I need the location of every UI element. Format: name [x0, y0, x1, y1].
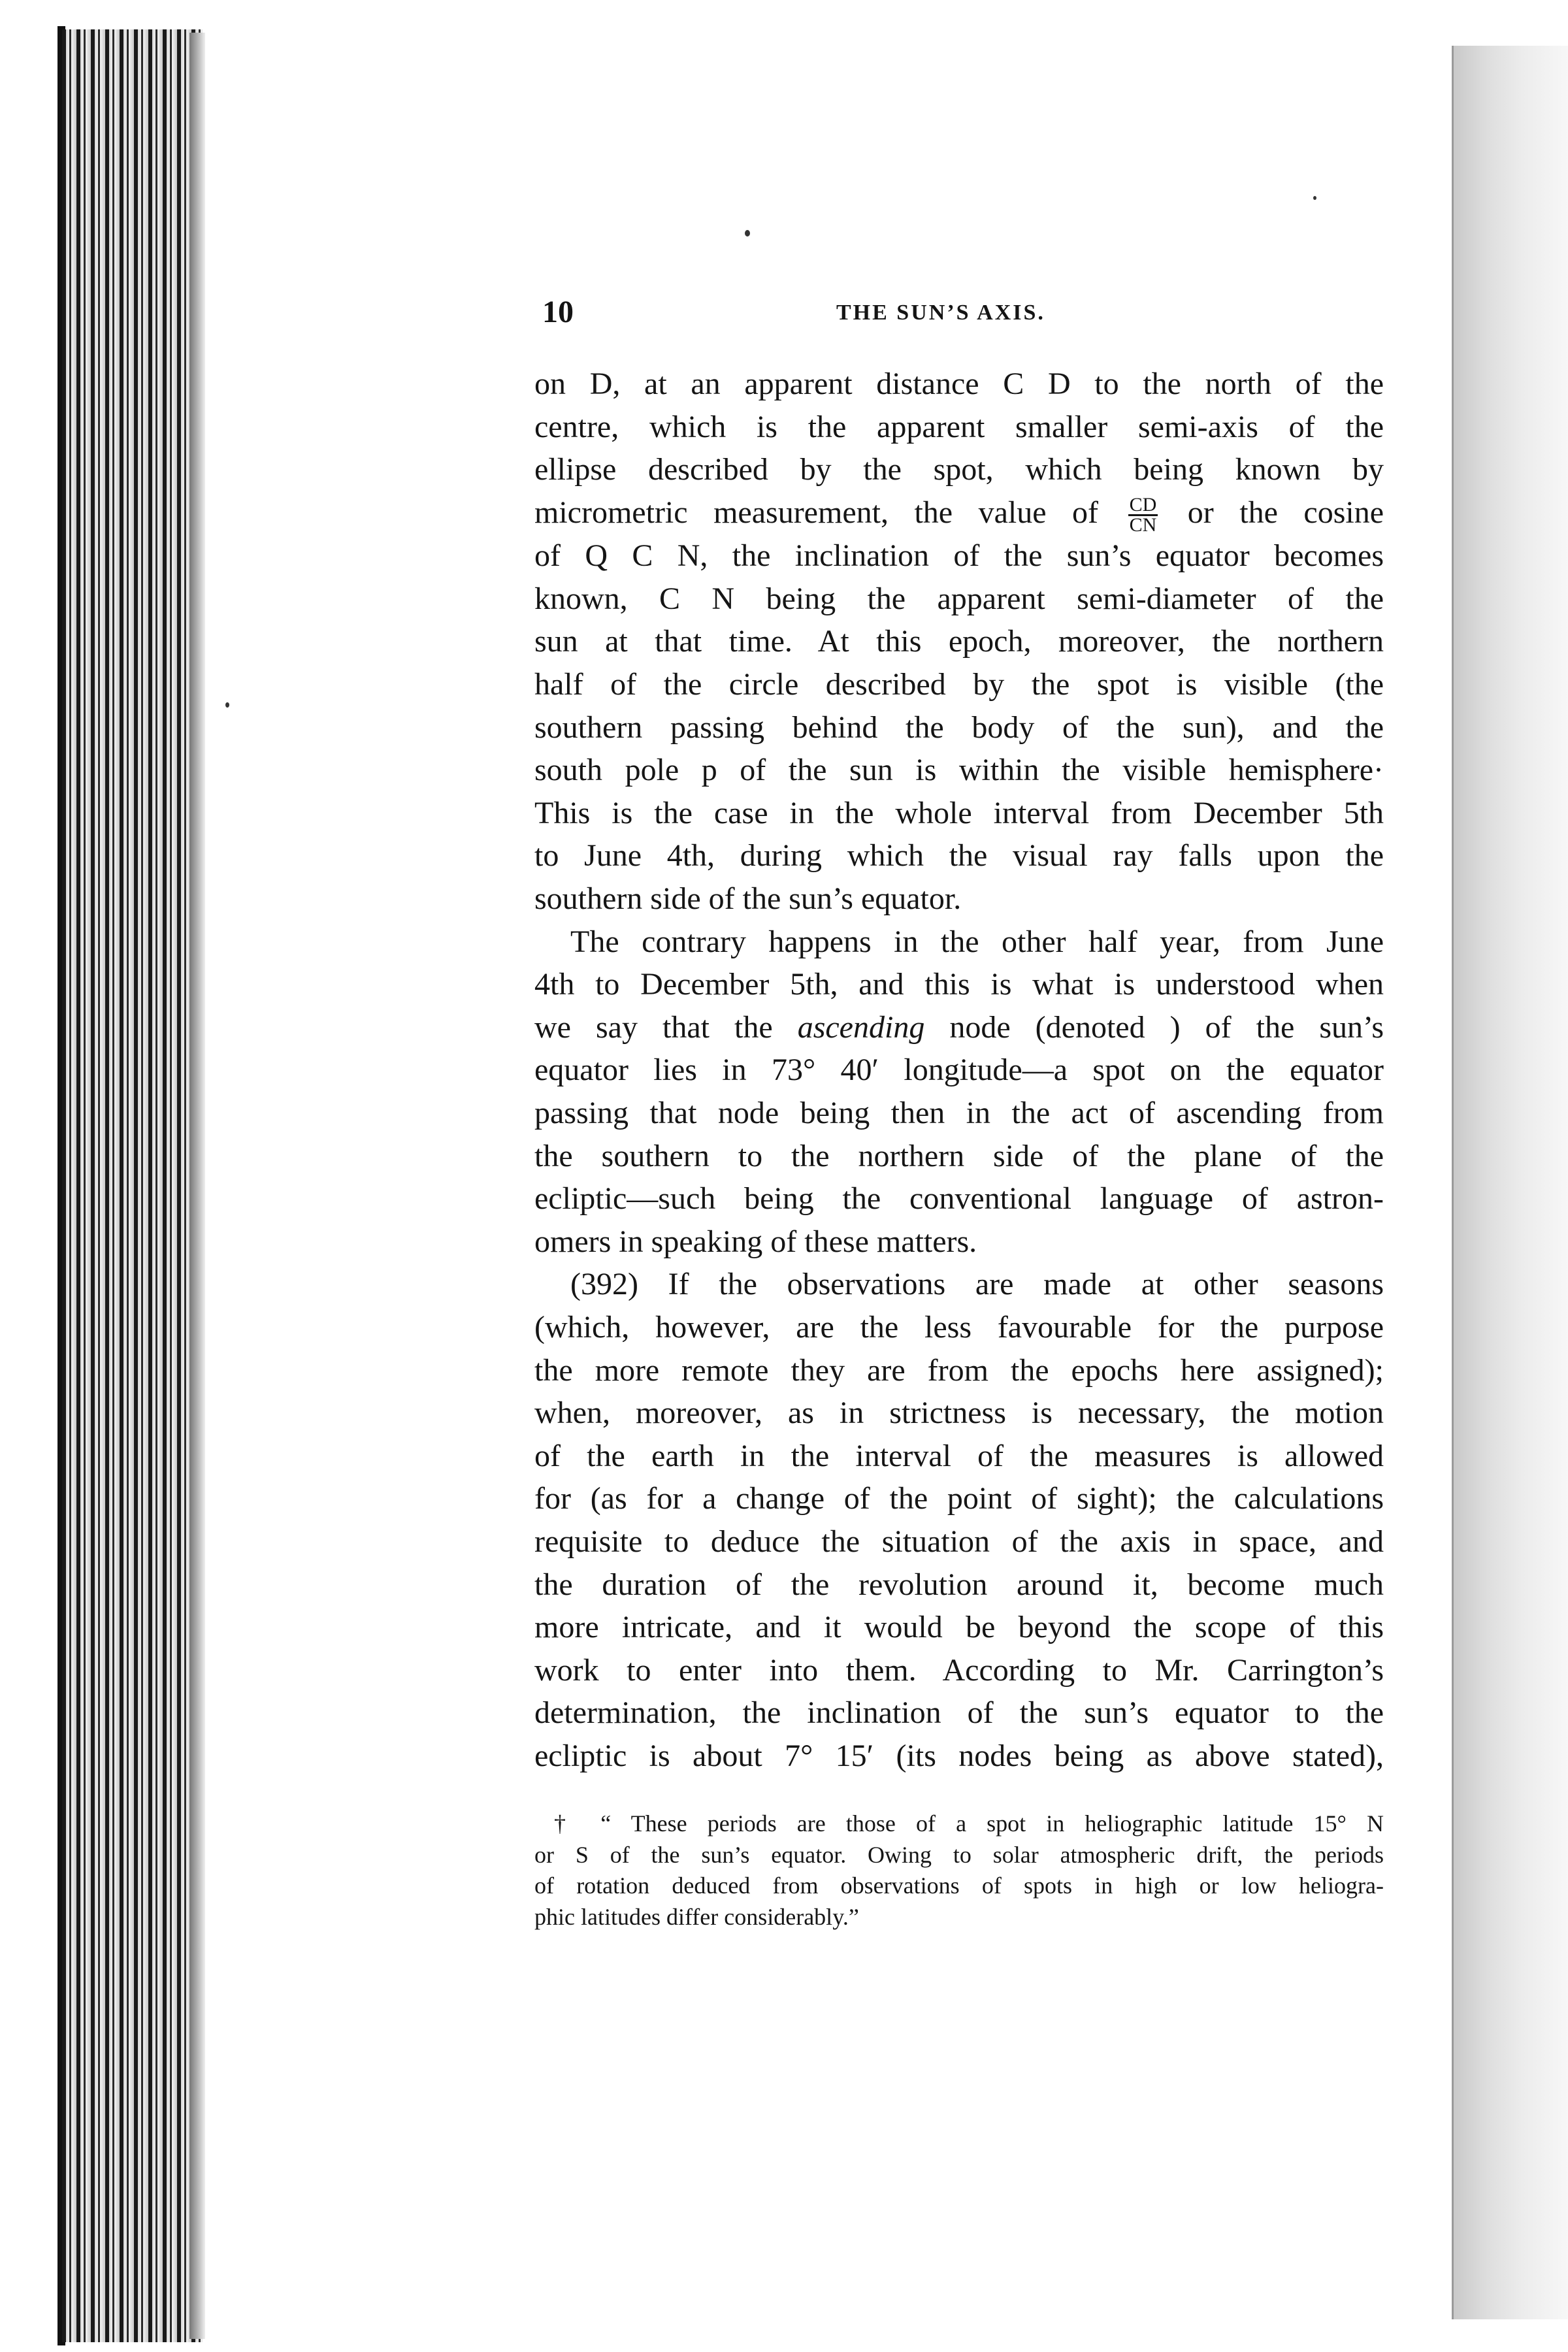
page-gutter	[189, 33, 205, 2339]
text-line: (392) If the observations are made at other seasons	[570, 1267, 1384, 1302]
text-line	[534, 491, 1384, 534]
fraction-numerator: CD	[1129, 494, 1157, 516]
paragraph	[534, 363, 1384, 921]
text-line: centre, which is the apparent smaller semi-axis of the	[534, 409, 1384, 444]
text-line: ecliptic—such being the conventional language of astron-	[534, 1181, 1384, 1217]
page-edge-stack	[62, 29, 203, 2342]
running-head: THE SUN’S AXIS.	[836, 301, 1045, 325]
footnote	[534, 1808, 1384, 1933]
text-line: of the earth in the interval of the measures is allowed	[534, 1438, 1384, 1473]
page-number: 10	[542, 295, 574, 329]
text-line: known, C N being the apparent semi-diameter of the	[534, 581, 1384, 616]
text-segment: or the cosine	[1187, 495, 1384, 530]
text-segment: we say that the	[534, 1009, 773, 1045]
text-line: equator lies in 73° 40′ longitude—a spot on the equator	[534, 1053, 1384, 1088]
text-line: of Q C N, the inclination of the sun’s equator becomes	[534, 538, 1384, 574]
page-header	[542, 294, 1385, 346]
footnote-line: or S of the sun’s equator. Owing to solar atmospheric drift, the periods	[534, 1841, 1384, 1868]
dust-speck	[1313, 196, 1316, 200]
text-line: the duration of the revolution around it, become much	[534, 1567, 1384, 1602]
text-line: 4th to December 5th, and this is what is understood when	[534, 967, 1384, 1002]
text-line: southern side of the sun’s equator.	[534, 881, 962, 917]
footnote-line: † “ These periods are those of a spot in heliographic latitude 15° N	[554, 1810, 1384, 1837]
text-line: half of the circle described by the spot is visible (the	[534, 667, 1384, 702]
text-line: when, moreover, as in strictness is necessary, the motion	[534, 1396, 1384, 1431]
right-page-edge	[1454, 46, 1568, 2319]
text-line: the southern to the northern side of the plane of the	[534, 1138, 1384, 1173]
text-line: ecliptic is about 7° 15′ (its nodes being as above stated),	[534, 1738, 1384, 1773]
fraction-denominator: CN	[1129, 514, 1157, 536]
footnote-line: phic latitudes differ considerably.”	[534, 1903, 859, 1930]
text-line: on D, at an apparent distance C D to the north of the	[534, 367, 1384, 401]
text-line: requisite to deduce the situation of the axis in space, and	[534, 1524, 1384, 1559]
footnote-line: of rotation deduced from observations of spots in high or low heliogra-	[534, 1872, 1384, 1899]
text-segment: node (denoted ) of the sun’s	[949, 1009, 1384, 1045]
text-line: This is the case in the whole interval from December 5th	[534, 795, 1384, 830]
text-line: the more remote they are from the epochs here assigned);	[534, 1352, 1384, 1388]
fraction	[1128, 496, 1158, 534]
body-text	[534, 363, 1384, 1777]
text-segment: micrometric measurement, the value of	[534, 495, 1099, 530]
text-line: The contrary happens in the other half year, from June	[570, 924, 1384, 959]
text-line: southern passing behind the body of the sun), and the	[534, 710, 1384, 745]
dust-speck	[225, 702, 229, 708]
paragraph	[534, 921, 1384, 1264]
italic-word: ascending	[797, 1009, 925, 1045]
paragraph	[534, 1263, 1384, 1777]
footnote-text	[534, 1808, 1384, 1933]
text-line: sun at that time. At this epoch, moreover, the northern	[534, 624, 1384, 659]
text-line: determination, the inclination of the sun’s equator to the	[534, 1695, 1384, 1731]
text-line: more intricate, and it would be beyond the scope of this	[534, 1610, 1384, 1645]
text-line: to June 4th, during which the visual ray falls upon the	[534, 838, 1384, 874]
text-line: work to enter into them. According to Mr. Carrington’s	[534, 1652, 1384, 1688]
text-line: south pole p of the sun is within the visible hemisphere·	[534, 753, 1384, 788]
text-line: omers in speaking of these matters.	[534, 1224, 977, 1259]
dust-speck	[745, 230, 750, 237]
text-line: for (as for a change of the point of sight); the calculations	[534, 1481, 1384, 1516]
text-line	[534, 1006, 1384, 1049]
text-line: passing that node being then in the act of ascending from	[534, 1095, 1384, 1130]
text-line: ellipse described by the spot, which being known by	[534, 452, 1384, 487]
text-line: (which, however, are the less favourable for the purpose	[534, 1309, 1384, 1345]
